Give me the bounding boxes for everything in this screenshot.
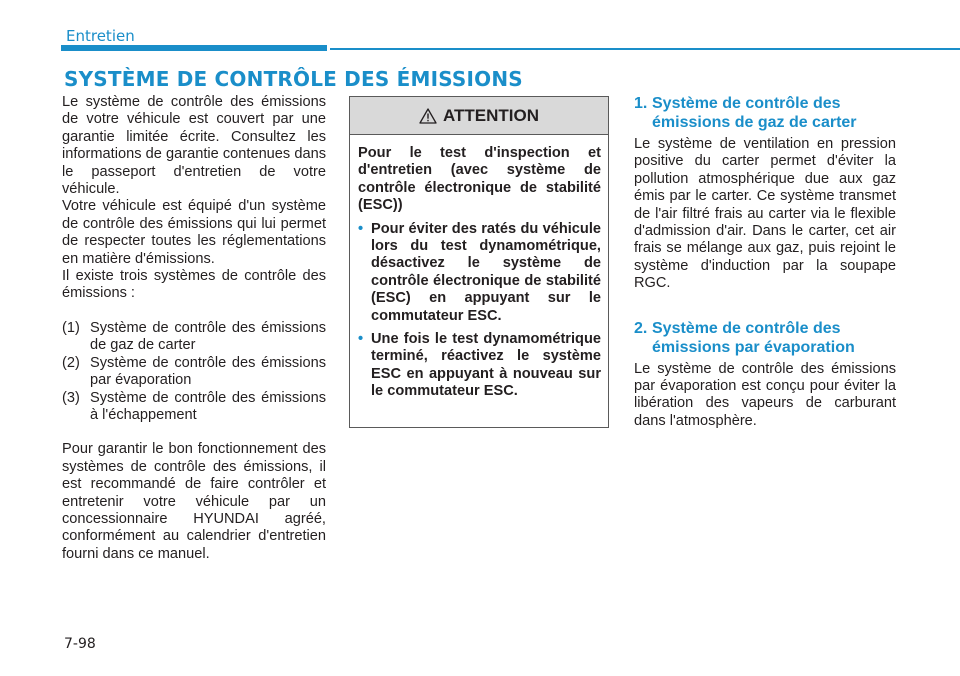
warning-triangle-icon <box>419 108 437 124</box>
section-heading-crankcase <box>634 94 896 132</box>
attention-box <box>349 96 609 428</box>
attention-bullet <box>358 221 601 325</box>
section-heading-line2: émissions par évaporation <box>652 338 855 356</box>
section-heading-number: 1. <box>634 95 648 112</box>
equipment-paragraph: Votre véhicule est équipé d'un système de contrôle des émissions qui lui permet de respecter toutes les réglementations en matière d'émissions. <box>62 198 326 267</box>
list-item-text: Système de contrôle des émissions de gaz de carter <box>90 319 326 354</box>
intro-paragraph: Le système de contrôle des émissions de votre véhicule est couvert par une garantie limitée écrite. Consultez les informations de garantie contenues dans le passeport d'entretien de votre véhicule. <box>62 94 326 198</box>
header-rule-thick <box>61 45 327 51</box>
attention-intro: Pour le test d'inspection et d'entretien (avec système de contrôle électronique de stabilité (ESC)) <box>358 145 601 214</box>
list-item <box>62 320 326 355</box>
list-item-text: Système de contrôle des émissions par évaporation <box>90 354 326 389</box>
header-rule-thin <box>330 48 960 50</box>
page-title: SYSTÈME DE CONTRÔLE DES ÉMISSIONS <box>64 67 523 91</box>
attention-body <box>350 135 608 401</box>
attention-title: ATTENTION <box>442 105 539 125</box>
page-number: 7-98 <box>64 636 96 652</box>
bullet-dot-icon: • <box>358 220 364 237</box>
systems-count-paragraph: Il existe trois systèmes de contrôle des émissions : <box>62 268 326 302</box>
list-item-number: (3) <box>62 389 80 406</box>
right-column <box>634 94 896 430</box>
bullet-dot-icon: • <box>358 331 364 348</box>
list-item <box>62 390 326 425</box>
section-heading-evaporation <box>634 319 896 357</box>
attention-bullet-text: Une fois le test dynamométrique terminé, réactivez le système ESC en appuyant à nouveau sur le commutateur ESC. <box>371 331 601 400</box>
attention-bullet-text: Pour éviter des ratés du véhicule lors du test dynamométrique, désactivez le système de contrôle électronique de stabilité (ESC) en appuyant sur le commutateur ESC. <box>371 220 601 324</box>
crankcase-paragraph: Le système de ventilation en pression positive du carter permet d'éviter la pollution atmosphérique due aux gaz émis par le carter. Ce système transmet de l'air filtré frais au carter via le flexible d'admission d'air. Dans le carter, cet air frais se mélange aux gaz, puis rejoint le système d'induction par la soupape RGC. <box>634 136 896 292</box>
list-item-number: (1) <box>62 319 80 336</box>
list-item-number: (2) <box>62 354 80 371</box>
section-heading-number: 2. <box>634 319 648 337</box>
section-heading-line1: Système de contrôle des <box>652 319 841 337</box>
left-column <box>62 94 326 563</box>
evaporation-paragraph: Le système de contrôle des émissions par évaporation est conçu pour éviter la libération des vapeurs de carburant dans l'atmosphère. <box>634 360 896 429</box>
section-label: Entretien <box>66 27 135 45</box>
attention-bullet <box>358 331 601 401</box>
section-heading-line1: Système de contrôle des <box>652 95 841 112</box>
list-item <box>62 355 326 390</box>
list-item-text: Système de contrôle des émissions à l'échappement <box>90 389 326 423</box>
attention-header <box>350 97 608 135</box>
section-heading-line2: émissions de gaz de carter <box>652 114 857 131</box>
maintenance-paragraph: Pour garantir le bon fonctionnement des systèmes de contrôle des émissions, il est recommandé de faire contrôler et entretenir votre véhicule par un concessionnaire HYUNDAI agréé, conformément au calendrier d'entretien fourni dans ce manuel. <box>62 441 326 562</box>
